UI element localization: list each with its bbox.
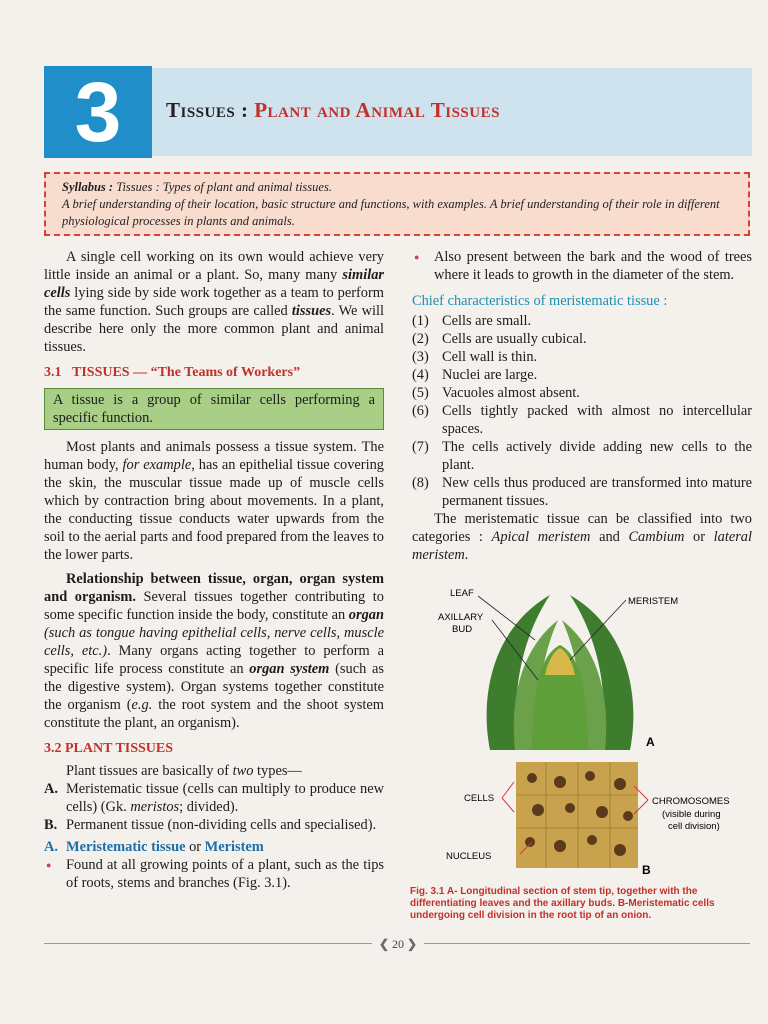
characteristic-text: Cells are usually cubical.: [442, 331, 587, 347]
characteristic-text: The cells actively divide adding new cells to the plant.: [442, 439, 752, 473]
label-chromosomes-note1: (visible during: [662, 809, 721, 820]
intro-paragraph: [44, 248, 384, 356]
type-b-item: [44, 816, 384, 834]
characteristic-number: (6): [412, 403, 429, 419]
left-column: [44, 248, 384, 892]
nucleus: [596, 806, 608, 818]
characteristic-item: [412, 384, 752, 402]
nucleus: [527, 773, 537, 783]
type-a-item: [44, 780, 384, 816]
meristem-sub-title-1: Meristematic tissue: [66, 839, 186, 855]
nucleus: [532, 804, 544, 816]
rel-organ: organ: [348, 607, 384, 623]
label-chromosomes-note2: cell division): [668, 821, 720, 832]
label-cells: CELLS: [464, 793, 495, 804]
characteristic-item: [412, 330, 752, 348]
right-column: [412, 248, 752, 564]
classify-lateral: lateral meristem: [412, 529, 752, 563]
characteristic-text: Cells tightly packed with almost no intercellular spaces.: [442, 403, 752, 437]
characteristic-text: Nuclei are large.: [442, 367, 538, 383]
characteristic-item: [412, 474, 752, 510]
type-a-text-2: ; divided).: [179, 799, 239, 815]
meristem-sub-title-2: Meristem: [204, 839, 264, 855]
characteristic-item: [412, 366, 752, 384]
syllabus-line1: Tissues : Types of plant and animal tissues.: [113, 180, 332, 194]
characteristic-text: New cells thus produced are transformed into mature permanent tissues.: [442, 475, 752, 509]
label-b: B: [642, 863, 651, 875]
nucleus: [614, 778, 626, 790]
label-axillary: AXILLARY: [438, 612, 484, 623]
intro-similar-cells: similar cells: [44, 267, 384, 301]
classify-cambium: Cambium: [628, 529, 685, 545]
label-bud: BUD: [452, 624, 473, 635]
type-b-text: Permanent tissue (non-dividing cells and specialised).: [66, 817, 377, 833]
classify-end: .: [464, 547, 469, 563]
nucleus: [554, 776, 566, 788]
type-a-meristos: meristos: [130, 799, 180, 815]
characteristic-item: [412, 312, 752, 330]
tissue-system-paragraph: [44, 438, 384, 564]
section-3-1-title: TISSUES — “The Teams of Workers”: [72, 365, 301, 380]
type-a-label: A.: [44, 781, 58, 797]
stem-tip-illustration: [420, 580, 740, 760]
label-leaf: LEAF: [450, 588, 474, 599]
syllabus-line2: A brief understanding of their location, basic structure and functions, with examples. A brief understanding of their role in different physiological processes in plants and animals.: [62, 197, 720, 228]
characteristic-text: Vacuoles almost absent.: [442, 385, 580, 401]
meristem-sub-or: or: [185, 839, 205, 855]
classify-and: and: [590, 529, 629, 545]
characteristic-number: (3): [412, 349, 429, 365]
types-text-1: Plant tissues are basically of: [66, 763, 233, 779]
chapter-number: 3: [74, 65, 122, 159]
characteristic-number: (2): [412, 331, 429, 347]
chief-characteristics-heading: Chief characteristics of meristematic tissue :: [412, 293, 668, 309]
meristem-cells-micrograph: [420, 760, 750, 875]
meristem-bullet-2: ● Also present between the bark and the wood of trees where it leads to growth in the diameter of the stem.: [412, 248, 752, 284]
meristem-subheading: [44, 838, 384, 856]
figure-caption: Fig. 3.1 A- Longitudinal section of stem tip, together with the differentiating leaves and the axillary buds. B-Meristematic cells undergoing cell division in the root tip of an onion.: [410, 886, 715, 921]
rel-organ-system: organ system: [249, 661, 330, 677]
nucleus: [614, 844, 626, 856]
types-two: two: [232, 763, 254, 779]
intro-tissues: tissues: [291, 303, 332, 319]
meristem-tip: [545, 648, 575, 675]
page-number-text: 20: [392, 937, 404, 951]
characteristic-number: (4): [412, 367, 429, 383]
chevron-right-icon: ❯: [407, 937, 418, 951]
nucleus: [525, 837, 535, 847]
label-chromosomes: CHROMOSOMES: [652, 796, 730, 807]
type-a-text-1: Meristematic tissue (cells can multiply to produce new cells) (Gk.: [66, 781, 384, 815]
meristem-sub-label: A.: [44, 839, 58, 855]
intro-text-3: . We will describe here only the more common plant and animal tissues.: [44, 303, 384, 355]
meristem-bullet-1: ● Found at all growing points of a plant, such as the tips of roots, stems and branches (Fig. 3.1).: [44, 856, 384, 892]
rel-example: (such as tongue having epithelial cells, nerve cells, muscle cells, etc.): [44, 625, 384, 659]
nucleus: [623, 811, 633, 821]
nucleus: [554, 840, 566, 852]
characteristics-list: [412, 312, 752, 510]
page-number: [372, 934, 424, 954]
para2-text-1: Most plants and animals possess a tissue system. The human body,: [44, 439, 384, 473]
types-text-2: types—: [253, 763, 302, 779]
type-b-label: B.: [44, 817, 58, 833]
para2-text-2: , has an epithelial tissue covering the skin, the muscular tissue made up of muscle cells which by contraction bring about movements. In a plant, the conducting tissue conducts water upwards from the soil to the aerial parts and food prepared from the leaves to the lower parts.: [44, 457, 384, 563]
characteristic-text: Cell wall is thin.: [442, 349, 538, 365]
nucleus: [587, 835, 597, 845]
characteristic-item: [412, 402, 752, 438]
relationship-heading: Relationship between tissue, organ, organ system and organism.: [44, 571, 384, 605]
syllabus-text: [62, 179, 738, 230]
classification-paragraph: [412, 510, 752, 564]
types-paragraph: [44, 762, 384, 780]
characteristic-number: (1): [412, 313, 429, 329]
rel-text-2: . Many organs acting together to perform a specific life process constitute an: [44, 643, 385, 677]
para2-for-example: for example: [122, 457, 192, 473]
intro-text-2: lying side by side work together as a team to perform the same function. Such groups are called: [44, 285, 384, 319]
characteristic-item: [412, 438, 752, 474]
classify-text-1: The meristematic tissue can be classified into two categories :: [412, 511, 752, 545]
section-3-1-number: 3.1: [44, 365, 62, 380]
rel-text-3: (such as the digestive system). Organ systems together constitute the organism (: [44, 661, 384, 713]
nucleus: [565, 803, 575, 813]
rel-text-4: the root system and the shoot system constitute the plant, an organism).: [44, 697, 384, 731]
characteristic-number: (8): [412, 475, 429, 491]
nucleus: [585, 771, 595, 781]
rel-text-1: Several tissues together contributing to some specific function inside the body, constitute an: [44, 589, 384, 623]
chapter-title-part2: Plant and Animal Tissues: [254, 98, 500, 122]
chevron-left-icon: ❮: [378, 937, 389, 951]
classify-or: or: [684, 529, 714, 545]
classify-apical: Apical meristem: [491, 529, 591, 545]
section-3-1-heading: [44, 364, 384, 382]
label-nucleus: NUCLEUS: [446, 851, 492, 862]
characteristic-number: (5): [412, 385, 429, 401]
relationship-paragraph: [44, 570, 384, 732]
label-a: A: [646, 735, 655, 749]
chapter-title: [166, 98, 500, 123]
syllabus-label: Syllabus :: [62, 180, 114, 194]
section-3-2-heading: 3.2 PLANT TISSUES: [44, 741, 174, 756]
rel-eg: e.g.: [131, 697, 153, 713]
tissue-definition-box: A tissue is a group of similar cells performing a specific function.: [44, 388, 384, 430]
characteristic-number: (7): [412, 439, 429, 455]
cells-pointer: [502, 782, 514, 812]
chapter-title-part1: Tissues :: [166, 98, 255, 122]
characteristic-text: Cells are small.: [442, 313, 532, 329]
intro-text-1: A single cell working on its own would achieve very little inside an animal or a plant. So, many many: [44, 249, 384, 283]
label-meristem: MERISTEM: [628, 596, 679, 607]
characteristic-item: [412, 348, 752, 366]
